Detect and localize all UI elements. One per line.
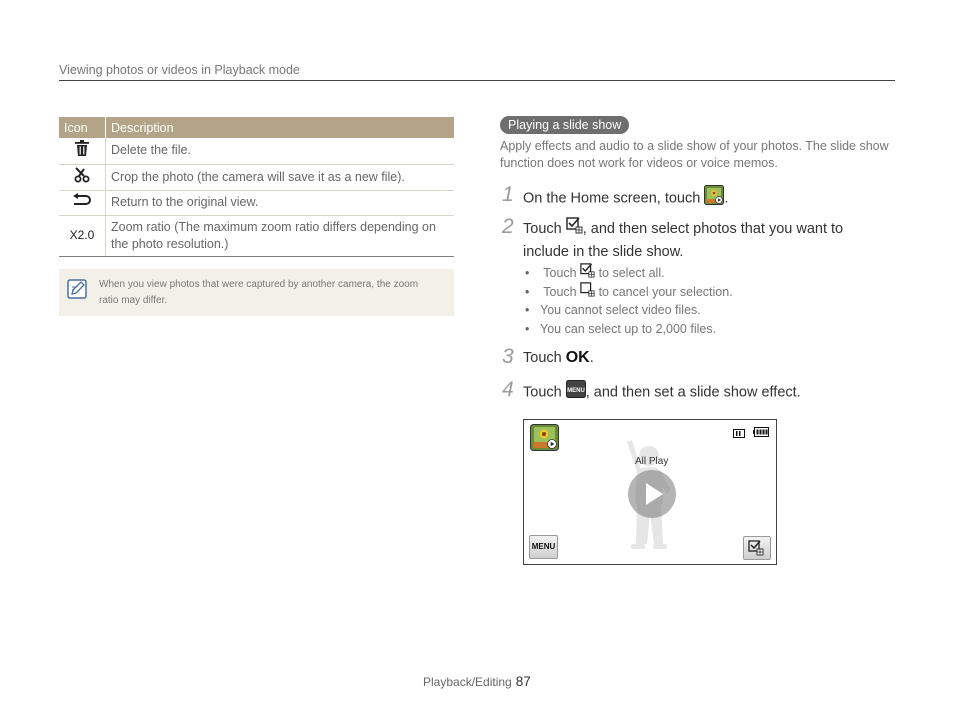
step-number: 4 xyxy=(502,378,514,401)
note-box xyxy=(59,269,454,316)
bullet-text: Touch xyxy=(543,284,577,299)
header-rule xyxy=(59,80,895,81)
bullet-text: You can select up to 2,000 files. xyxy=(540,322,717,336)
list-item xyxy=(525,282,733,301)
table-header-icon: Icon xyxy=(59,117,106,138)
select-button[interactable] xyxy=(743,536,771,560)
row-description: Return to the original view. xyxy=(106,190,455,215)
step-text: Touch xyxy=(523,384,562,401)
step-number: 3 xyxy=(502,345,514,368)
table-row xyxy=(59,164,454,190)
return-icon xyxy=(59,190,106,215)
list-item xyxy=(525,263,733,282)
memory-icon xyxy=(733,425,745,443)
section-pill: Playing a slide show xyxy=(500,116,629,134)
footer-section: Playback/Editing xyxy=(423,675,512,689)
camera-screen xyxy=(523,419,777,565)
list-item xyxy=(525,320,733,339)
note-icon xyxy=(67,279,87,299)
step-text-end: , and then select photos that you want to include in the slide show. xyxy=(523,220,844,260)
bullet-text: You cannot select video files. xyxy=(540,303,701,317)
step-3 xyxy=(523,347,903,369)
step-4 xyxy=(523,380,903,405)
select-all-icon xyxy=(580,263,595,284)
step-text-end: . xyxy=(589,350,594,366)
bullet-text: to select all. xyxy=(598,265,665,280)
row-description: Zoom ratio (The maximum zoom ratio differs depending on the photo resolution.) xyxy=(106,215,455,256)
header-title: Viewing photos or videos in Playback mode xyxy=(59,63,300,77)
play-icon xyxy=(628,470,676,518)
step-text: On the Home screen, touch xyxy=(523,190,701,207)
table-row xyxy=(59,215,454,256)
icon-table xyxy=(59,117,454,257)
bullet-text: Touch xyxy=(543,265,577,280)
trash-icon xyxy=(59,138,106,164)
menu-icon xyxy=(566,380,586,405)
section-intro: Apply effects and audio to a slide show of your photos. The slide show function does not work for videos or voice memos. xyxy=(500,139,889,170)
table-row xyxy=(59,138,454,164)
step-text-end: . xyxy=(724,190,729,207)
scissors-icon xyxy=(59,164,106,190)
photo-album-icon[interactable] xyxy=(530,424,559,451)
note-text: When you view photos that were captured by another camera, the zoom ratio may differ. xyxy=(99,279,419,306)
page-number: 87 xyxy=(515,674,531,689)
list-item xyxy=(525,301,733,320)
row-description: Crop the photo (the camera will save it as a new file). xyxy=(106,164,455,190)
all-play-label: All Play xyxy=(635,456,669,467)
photo-album-icon xyxy=(704,185,724,212)
row-description: Delete the file. xyxy=(106,138,455,164)
table-header-row xyxy=(59,117,454,138)
battery-icon xyxy=(753,424,769,442)
select-icon xyxy=(566,217,583,241)
step-number: 2 xyxy=(502,215,514,238)
step-2 xyxy=(523,217,883,263)
step-1 xyxy=(523,185,903,212)
zoom-ratio-icon: X2.0 xyxy=(59,215,106,256)
table-header-description: Description xyxy=(106,117,455,138)
step-number: 1 xyxy=(502,183,514,206)
bullet-list xyxy=(525,263,733,339)
ok-icon: OK xyxy=(565,349,590,366)
select-icon xyxy=(744,537,770,559)
bullet-text: to cancel your selection. xyxy=(598,284,733,299)
menu-button[interactable]: MENU xyxy=(529,535,558,559)
play-button[interactable] xyxy=(628,470,676,518)
step-text: Touch xyxy=(523,350,562,366)
step-text-end: , and then set a slide show effect. xyxy=(585,384,801,401)
deselect-icon xyxy=(580,282,595,303)
page-footer xyxy=(423,674,531,689)
step-text: Touch xyxy=(523,220,562,237)
table-row xyxy=(59,190,454,215)
svg-text:MENU: MENU xyxy=(566,388,585,394)
